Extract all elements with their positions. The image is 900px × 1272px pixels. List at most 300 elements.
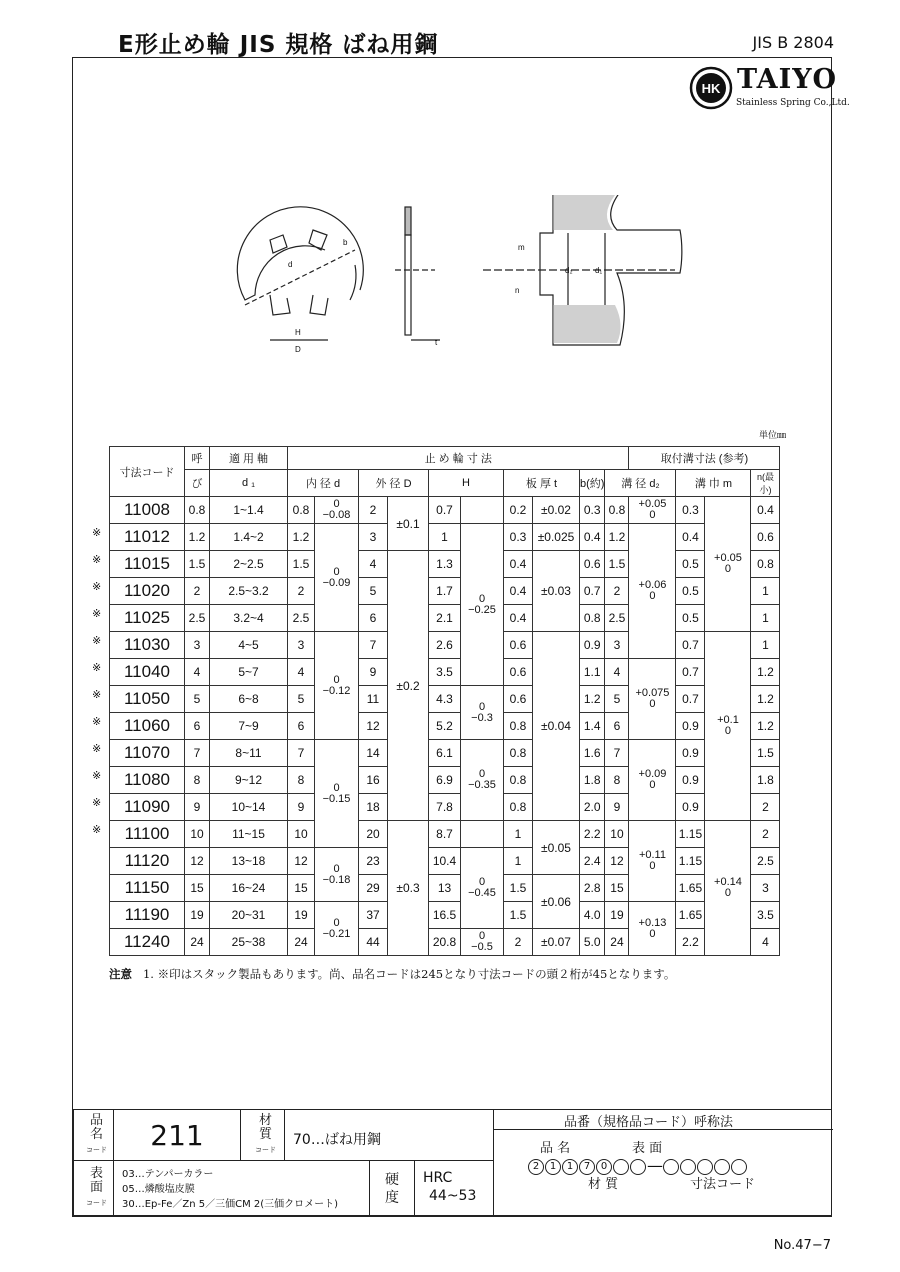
size-code: 11100 [110,821,185,848]
tolerance-cell: +0.13 0 [629,902,676,956]
height: 1.7 [429,578,461,605]
n-min: 2.5 [751,848,780,875]
naming-surface: 表 面 [632,1141,663,1156]
header-nominal-a: 呼 [185,447,210,470]
shaft-range: 1~1.4 [210,497,288,524]
thickness: 0.3 [504,524,533,551]
thickness: 0.8 [504,740,533,767]
b-value: 0.8 [580,605,605,632]
n-min: 2 [751,794,780,821]
groove-width: 2.2 [676,929,705,956]
height: 7.8 [429,794,461,821]
height: 10.4 [429,848,461,875]
table-row [110,794,780,821]
nominal: 15 [185,875,210,902]
groove-diameter: 9 [605,794,629,821]
tolerance-cell: 0 −0.25 [461,524,504,686]
shaft-range: 2~2.5 [210,551,288,578]
tolerance-cell: +0.05 0 [705,497,751,632]
tolerance-cell: ±0.02 [533,497,580,524]
inner-diameter: 1.2 [288,524,315,551]
nominal: 4 [185,659,210,686]
tolerance-cell: ±0.07 [533,929,580,956]
naming-title: 品番（規格品コード）呼称法 [564,1115,734,1130]
thickness: 0.8 [504,713,533,740]
stack-mark: ※ [92,525,102,539]
groove-width: 0.7 [676,686,705,713]
height: 16.5 [429,902,461,929]
shaft-range: 8~11 [210,740,288,767]
thickness: 0.4 [504,605,533,632]
inner-diameter: 0.8 [288,497,315,524]
shaft-range: 4~5 [210,632,288,659]
material-label-box: 材 質 コード [240,1109,285,1161]
thickness: 0.8 [504,767,533,794]
naming-circles: 2 1 1 7 0 — [528,1156,748,1175]
size-code: 11060 [110,713,185,740]
tolerance-cell: 0 −0.3 [461,686,504,740]
b-value: 2.8 [580,875,605,902]
thickness: 0.4 [504,551,533,578]
name-code: 211 [113,1109,241,1161]
tolerance-cell: +0.14 0 [705,821,751,956]
table-row [110,659,780,686]
nominal: 19 [185,902,210,929]
groove-width: 1.65 [676,875,705,902]
header-shaft: 適 用 軸 [210,447,288,470]
tolerance-cell: 0 −0.15 [315,740,359,848]
thickness: 0.4 [504,578,533,605]
inner-diameter: 8 [288,767,315,794]
groove-diameter: 1.2 [605,524,629,551]
note [109,966,675,982]
n-min: 4 [751,929,780,956]
tolerance-cell: ±0.06 [533,875,580,929]
size-code: 11020 [110,578,185,605]
groove-width: 0.9 [676,767,705,794]
label-D: D [295,345,301,354]
size-code: 11090 [110,794,185,821]
label-H: H [295,328,301,337]
height: 6.9 [429,767,461,794]
tolerance-cell: 0 −0.21 [315,902,359,956]
shaft-range: 6~8 [210,686,288,713]
label-b: b [343,238,348,247]
stack-mark: ※ [92,741,102,755]
outer-diameter: 12 [359,713,388,740]
outer-diameter: 14 [359,740,388,767]
label-t: t [435,338,438,347]
nominal: 10 [185,821,210,848]
height: 13 [429,875,461,902]
b-value: 2.0 [580,794,605,821]
nominal: 5 [185,686,210,713]
height: 1.3 [429,551,461,578]
size-code: 11012 [110,524,185,551]
table-row [110,767,780,794]
groove-diameter: 1.5 [605,551,629,578]
b-value: 1.6 [580,740,605,767]
b-value: 0.7 [580,578,605,605]
outer-diameter: 2 [359,497,388,524]
outer-diameter: 9 [359,659,388,686]
b-value: 1.2 [580,686,605,713]
unit-label: 単位㎜ [759,431,787,441]
inner-diameter: 1.5 [288,551,315,578]
nominal: 6 [185,713,210,740]
stack-mark: ※ [92,822,102,836]
inner-diameter: 3 [288,632,315,659]
outer-diameter: 6 [359,605,388,632]
tolerance-cell: 0 −0.09 [315,524,359,632]
table-row [110,551,780,578]
tolerance-cell: ±0.03 [533,551,580,632]
surface-list [113,1160,370,1216]
shaft-range: 13~18 [210,848,288,875]
inner-diameter: 15 [288,875,315,902]
page-title: E形止め輪 JIS 規格 ばね用鋼 [118,32,439,58]
b-value: 2.4 [580,848,605,875]
b-value: 0.4 [580,524,605,551]
n-min: 3 [751,875,780,902]
nominal: 1.5 [185,551,210,578]
surface-label-box: 表 面 コード [73,1160,114,1216]
outer-diameter: 23 [359,848,388,875]
thickness: 0.6 [504,632,533,659]
groove-diameter: 24 [605,929,629,956]
tolerance-cell: +0.075 0 [629,659,676,740]
groove-width: 0.4 [676,524,705,551]
header-H: H [429,470,504,497]
table-row [110,686,780,713]
nominal: 9 [185,794,210,821]
size-code: 11030 [110,632,185,659]
outer-diameter: 11 [359,686,388,713]
shaft-range: 10~14 [210,794,288,821]
stack-mark: ※ [92,687,102,701]
hk-logo-icon [689,66,733,110]
tolerance-cell: +0.11 0 [629,821,676,902]
header-inner: 内 径 d [288,470,359,497]
nominal: 12 [185,848,210,875]
table-row [110,740,780,767]
outer-diameter: 44 [359,929,388,956]
table-row [110,713,780,740]
inner-diameter: 2.5 [288,605,315,632]
logo-name: TAIYO [737,64,837,95]
groove-diameter: 0.8 [605,497,629,524]
stack-mark: ※ [92,714,102,728]
tolerance-cell: +0.05 0 [629,497,676,524]
surface-line: 30…Ep-Fe／Zn 5／三価CM 2(三価クロメート) [122,1199,339,1210]
height: 8.7 [429,821,461,848]
note-text: 1. ※印はスタック製品もあります。尚、品名コードは245となり寸法コードの頭２桁が45となります。 [142,967,676,981]
thickness: 0.8 [504,794,533,821]
tolerance-cell: ±0.04 [533,632,580,821]
hardness-label-box: 硬 度 [369,1160,415,1216]
surface-line: 05…燐酸塩皮膜 [122,1184,195,1195]
n-min: 1.5 [751,740,780,767]
thickness: 0.6 [504,659,533,686]
naming-material: 材 質 [588,1177,619,1192]
nominal: 2 [185,578,210,605]
n-min: 0.4 [751,497,780,524]
height: 3.5 [429,659,461,686]
n-min: 1 [751,605,780,632]
b-value: 0.3 [580,497,605,524]
groove-diameter: 12 [605,848,629,875]
groove-diameter: 19 [605,902,629,929]
table-row [110,848,780,875]
nominal: 3 [185,632,210,659]
nominal: 2.5 [185,605,210,632]
thickness: 0.2 [504,497,533,524]
size-code: 11040 [110,659,185,686]
stack-mark: ※ [92,795,102,809]
groove-width: 0.7 [676,632,705,659]
header-ring-group: 止 め 輪 寸 法 [288,447,629,470]
b-value: 1.4 [580,713,605,740]
groove-diameter: 6 [605,713,629,740]
nominal: 0.8 [185,497,210,524]
tolerance-cell: ±0.2 [388,551,429,821]
tolerance-cell: 0 −0.08 [315,497,359,524]
tolerance-cell: ±0.025 [533,524,580,551]
height: 4.3 [429,686,461,713]
shaft-range: 2.5~3.2 [210,578,288,605]
tolerance-cell: +0.06 0 [629,524,676,659]
b-value: 0.6 [580,551,605,578]
shaft-range: 7~9 [210,713,288,740]
size-code: 11015 [110,551,185,578]
groove-width: 0.7 [676,659,705,686]
groove-width: 1.65 [676,902,705,929]
height: 6.1 [429,740,461,767]
logo-mark: HK [701,81,721,96]
label-d: d [288,260,293,269]
height: 1 [429,524,461,551]
tolerance-cell: +0.1 0 [705,632,751,821]
groove-width: 0.5 [676,578,705,605]
table-row [110,821,780,848]
page-number: No.47−7 [773,1238,831,1253]
tolerance-cell: 0 −0.35 [461,740,504,821]
tolerance-cell: ±0.05 [533,821,580,875]
tolerance-cell: 0 −0.5 [461,929,504,956]
tolerance-cell: 0 −0.45 [461,848,504,929]
shaft-range: 11~15 [210,821,288,848]
groove-diameter: 8 [605,767,629,794]
inner-diameter: 6 [288,713,315,740]
naming-name: 品 名 [540,1141,571,1156]
company-logo [689,64,850,114]
material: 70…ばね用鋼 [284,1109,494,1161]
thickness: 0.6 [504,686,533,713]
shaft-range: 16~24 [210,875,288,902]
header-groove-width: 溝 巾 m [676,470,751,497]
tolerance-cell [461,821,504,848]
size-code: 11120 [110,848,185,875]
label-d1: d₁ [595,266,603,275]
size-code: 11050 [110,686,185,713]
table-row [110,497,780,524]
nominal: 1.2 [185,524,210,551]
standard-number: JIS B 2804 [752,33,834,52]
height: 0.7 [429,497,461,524]
tolerance-cell: ±0.3 [388,821,429,956]
stack-mark: ※ [92,768,102,782]
b-value: 2.2 [580,821,605,848]
inner-diameter: 19 [288,902,315,929]
groove-width: 0.5 [676,551,705,578]
outer-diameter: 20 [359,821,388,848]
table-row [110,902,780,929]
naming-size: 寸法コード [690,1177,756,1192]
note-label: 注意 [109,967,132,981]
header-thickness: 板 厚 t [504,470,580,497]
size-code: 11240 [110,929,185,956]
n-min: 1 [751,632,780,659]
outer-diameter: 37 [359,902,388,929]
tolerance-cell: 0 −0.12 [315,632,359,740]
groove-width: 1.15 [676,821,705,848]
name-label-box: 品 名 コード [73,1109,114,1161]
size-code: 11080 [110,767,185,794]
header-groove-dia: 溝 径 d₂ [605,470,676,497]
n-min: 1.2 [751,713,780,740]
header-outer: 外 径 D [359,470,429,497]
size-code: 11150 [110,875,185,902]
size-code: 11190 [110,902,185,929]
height: 20.8 [429,929,461,956]
tolerance-cell: ±0.1 [388,497,429,551]
shaft-range: 1.4~2 [210,524,288,551]
inner-diameter: 9 [288,794,315,821]
header-shaft-sub: d ₁ [210,470,288,497]
shaft-range: 25~38 [210,929,288,956]
n-min: 0.8 [751,551,780,578]
outer-diameter: 5 [359,578,388,605]
header-n: n(最小) [751,470,780,497]
n-min: 2 [751,821,780,848]
table-row [110,605,780,632]
nominal: 8 [185,767,210,794]
groove-diameter: 2 [605,578,629,605]
inner-diameter: 12 [288,848,315,875]
tolerance-cell: +0.09 0 [629,740,676,821]
outer-diameter: 16 [359,767,388,794]
groove-width: 0.5 [676,605,705,632]
inner-diameter: 5 [288,686,315,713]
height: 2.1 [429,605,461,632]
surface-line: 03…テンパーカラー [122,1169,214,1180]
n-min: 3.5 [751,902,780,929]
header-b: b(約) [580,470,605,497]
n-min: 1.2 [751,686,780,713]
b-value: 1.8 [580,767,605,794]
n-min: 1.8 [751,767,780,794]
b-value: 1.1 [580,659,605,686]
inner-diameter: 2 [288,578,315,605]
thickness: 1.5 [504,875,533,902]
b-value: 0.9 [580,632,605,659]
groove-width: 1.15 [676,848,705,875]
header-code: 寸法コード [110,447,185,497]
outer-diameter: 29 [359,875,388,902]
table-row [110,632,780,659]
table-row [110,875,780,902]
groove-diameter: 2.5 [605,605,629,632]
technical-drawing [225,195,745,355]
groove-width: 0.9 [676,794,705,821]
outer-diameter: 18 [359,794,388,821]
n-min: 1.2 [751,659,780,686]
label-m: m [518,243,525,252]
outer-diameter: 7 [359,632,388,659]
outer-diameter: 3 [359,524,388,551]
header-groove-group: 取付溝寸法 (参考) [629,447,780,470]
spec-table [109,446,780,956]
b-value: 4.0 [580,902,605,929]
hardness-value: HRC 44~53 [414,1160,494,1216]
nominal: 24 [185,929,210,956]
inner-diameter: 24 [288,929,315,956]
stack-mark: ※ [92,606,102,620]
header-nominal-b: び [185,470,210,497]
groove-diameter: 7 [605,740,629,767]
shaft-range: 9~12 [210,767,288,794]
size-code: 11008 [110,497,185,524]
nominal: 7 [185,740,210,767]
size-code: 11070 [110,740,185,767]
outer-diameter: 4 [359,551,388,578]
groove-diameter: 10 [605,821,629,848]
table-row [110,578,780,605]
n-min: 1 [751,578,780,605]
inner-diameter: 7 [288,740,315,767]
thickness: 2 [504,929,533,956]
size-code: 11025 [110,605,185,632]
groove-diameter: 15 [605,875,629,902]
groove-diameter: 4 [605,659,629,686]
shaft-range: 3.2~4 [210,605,288,632]
groove-width: 0.9 [676,740,705,767]
groove-width: 0.3 [676,497,705,524]
stack-mark: ※ [92,633,102,647]
tolerance-cell: 0 −0.18 [315,848,359,902]
b-value: 5.0 [580,929,605,956]
label-d2: d₂ [565,266,573,275]
stack-mark: ※ [92,552,102,566]
tolerance-cell [461,497,504,524]
height: 5.2 [429,713,461,740]
groove-diameter: 5 [605,686,629,713]
thickness: 1 [504,848,533,875]
groove-width: 0.9 [676,713,705,740]
naming-box [493,1109,832,1216]
table-row [110,524,780,551]
logo-subtitle: Stainless Spring Co.,Ltd. [736,98,850,108]
table-row [110,929,780,956]
shaft-range: 5~7 [210,659,288,686]
label-n: n [515,286,520,295]
inner-diameter: 4 [288,659,315,686]
shaft-range: 20~31 [210,902,288,929]
stack-mark: ※ [92,660,102,674]
groove-diameter: 3 [605,632,629,659]
inner-diameter: 10 [288,821,315,848]
thickness: 1 [504,821,533,848]
